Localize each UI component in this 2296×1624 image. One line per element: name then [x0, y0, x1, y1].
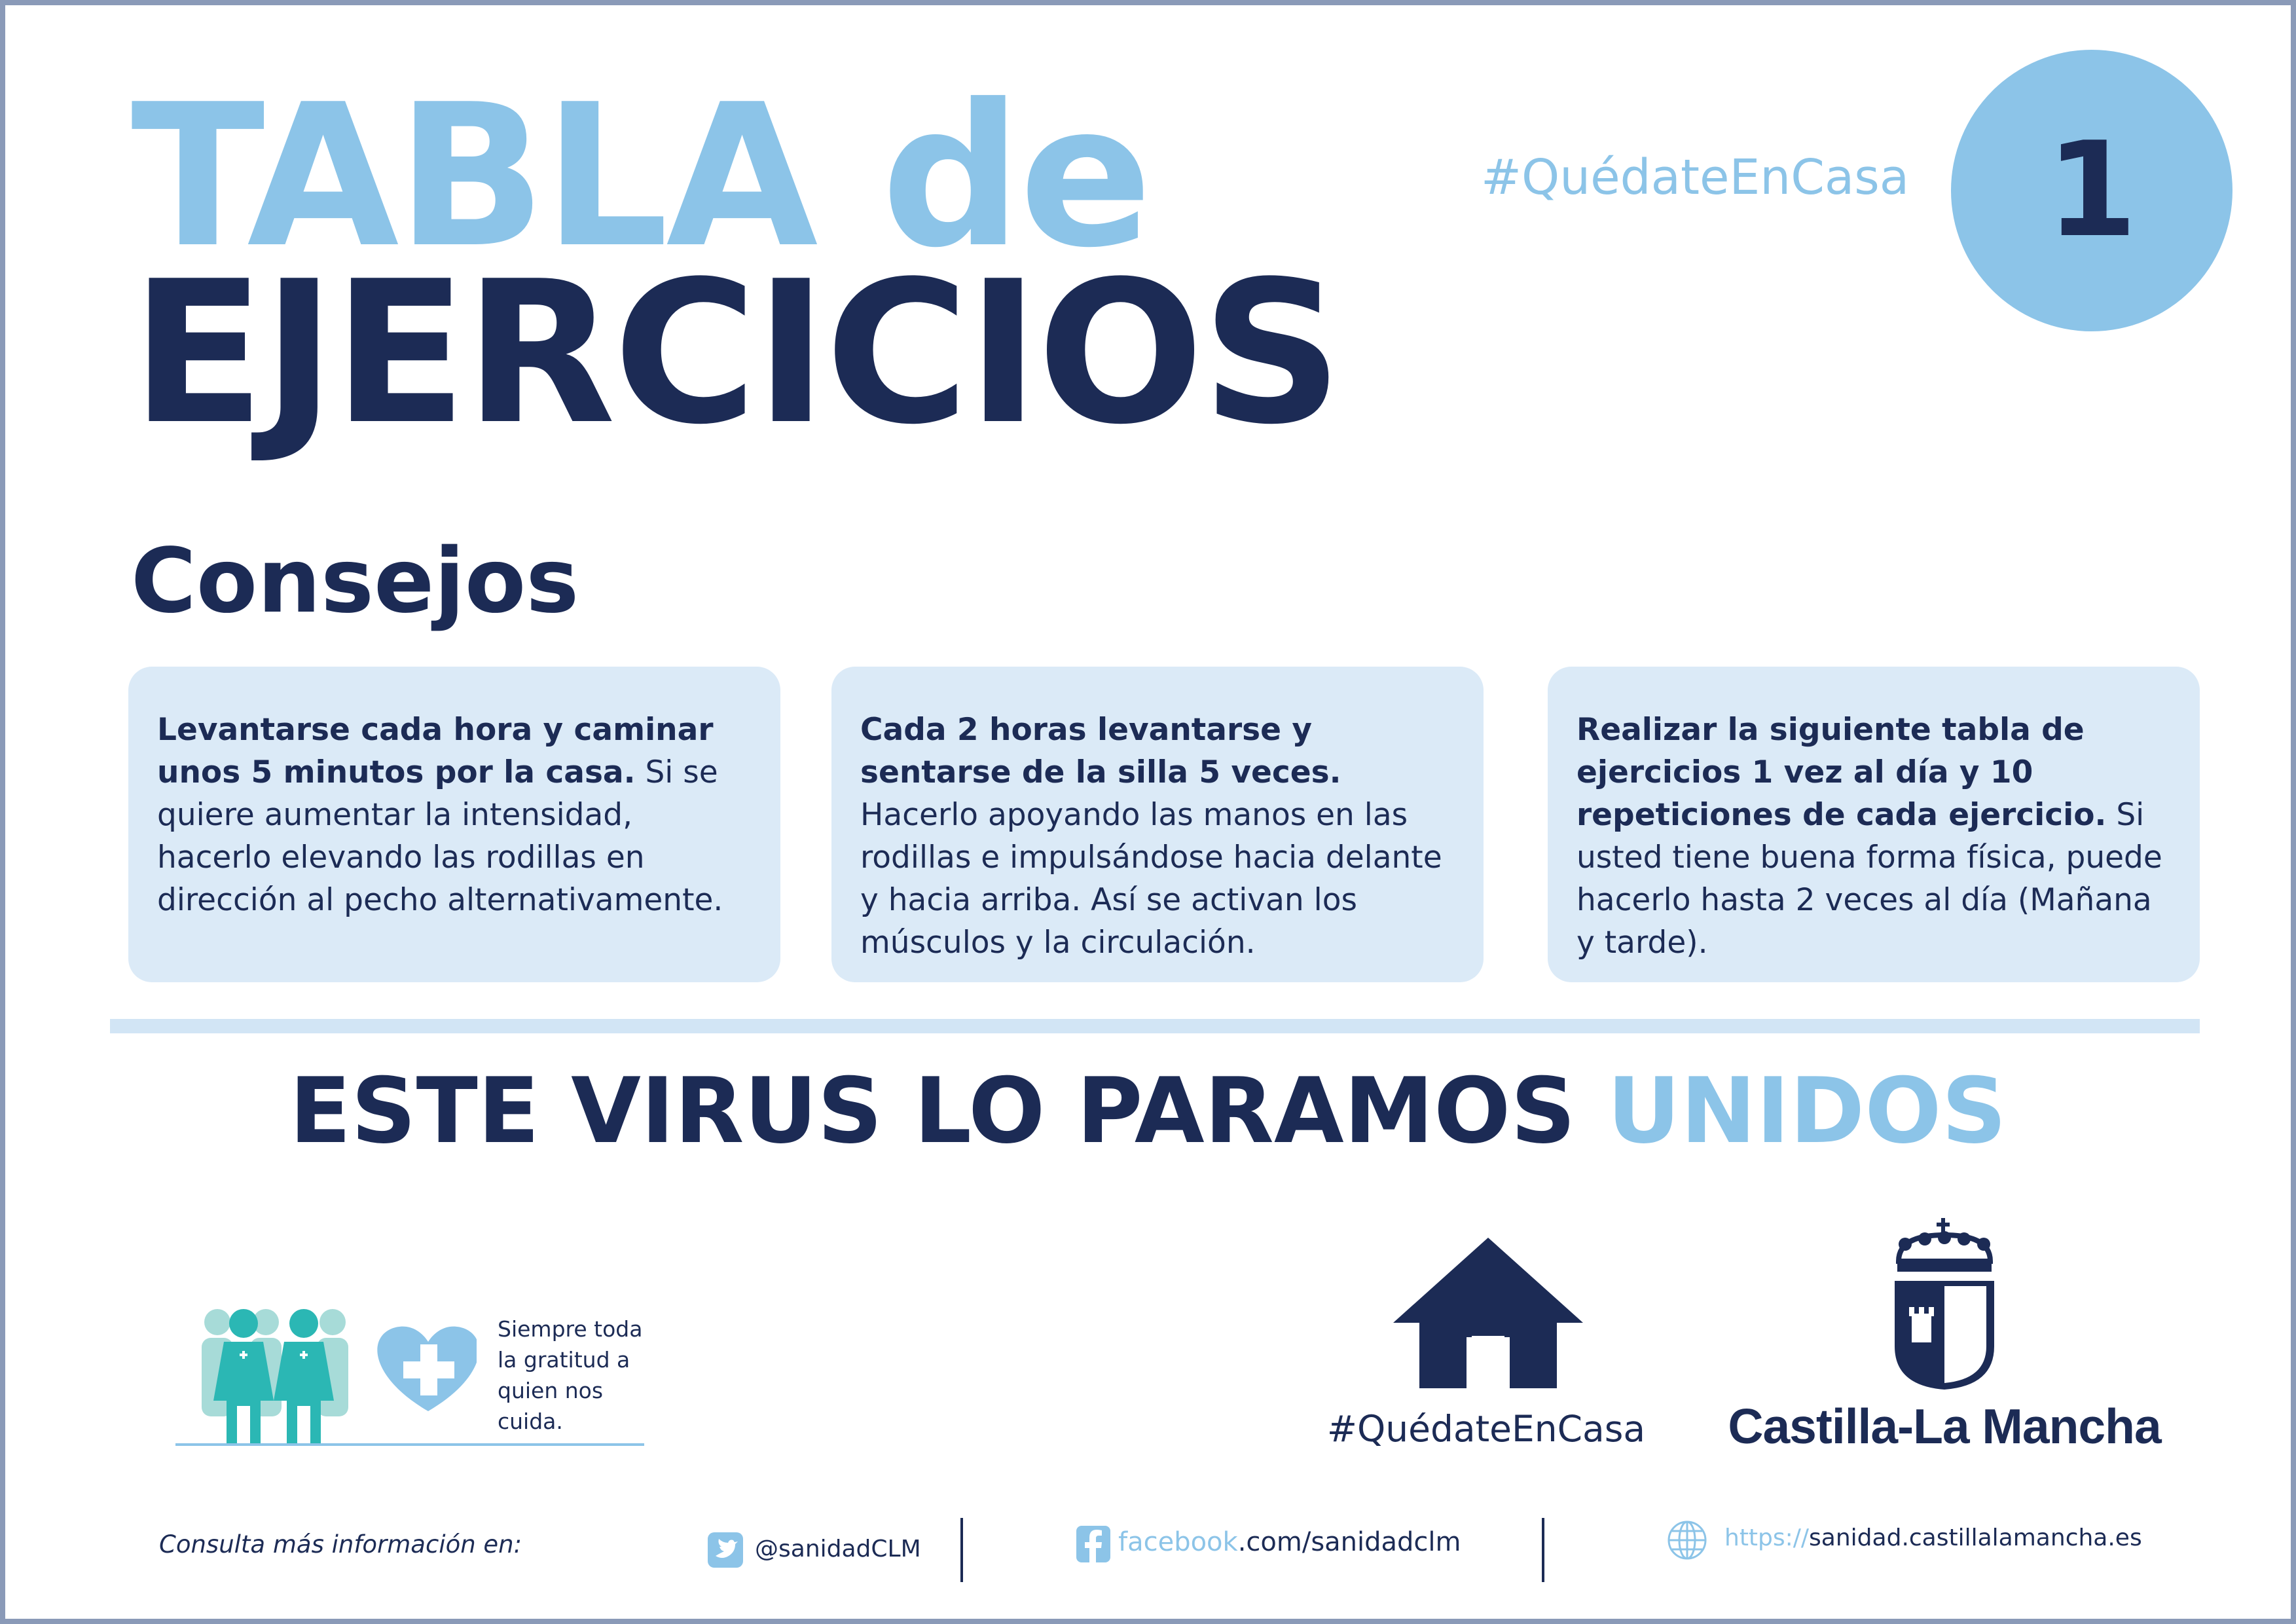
facebook-link[interactable] [1118, 1527, 1461, 1557]
tip-card-text [157, 709, 752, 921]
tip-card-1 [128, 667, 780, 982]
title-line-1: TABLA de [131, 62, 1150, 291]
tip-card-text [860, 709, 1455, 964]
footer-info-label: Consulta más información en: [159, 1530, 522, 1559]
slogan-main: ESTE VIRUS LO PARAMOS [289, 1058, 1607, 1164]
tips-heading: Consejos [131, 530, 579, 633]
slogan-accent: UNIDOS [1607, 1058, 2007, 1164]
table-number-badge [1951, 50, 2232, 331]
gratitude-message: Siempre toda la gratitud a quien nos cuida. [498, 1316, 643, 1434]
tip-card-text [1576, 709, 2171, 964]
tip-card-body-text: Si se quiere aumentar la intensidad, hacerlo elevando las rodillas en dirección al pecho alternativamente. [157, 754, 723, 918]
twitter-icon [708, 1532, 743, 1568]
hashtag-header: #QuédateEnCasa [1481, 149, 1910, 206]
tip-card-3 [1548, 667, 2200, 982]
slogan [0, 1056, 2296, 1167]
healthcare-workers-heart-icon [175, 1300, 477, 1450]
facebook-icon [1076, 1526, 1110, 1562]
tip-card-body-text: Si usted tiene buena forma física, puede hacerlo hasta 2 veces al día (Mañana y tarde). [1576, 797, 2162, 961]
facebook-link-suffix: .com/sanidadclm [1237, 1527, 1461, 1557]
twitter-handle[interactable]: @sanidadCLM [755, 1536, 921, 1562]
website-link[interactable] [1724, 1524, 2142, 1551]
tip-card-bold-text: Levantarse cada hora y caminar unos 5 minutos por la casa. [157, 712, 714, 790]
facebook-link-prefix: facebook [1118, 1527, 1238, 1557]
tip-card-bold-text: Realizar la siguiente tabla de ejercicios 1 vez al día y 10 repeticiones de cada ejercicio. [1576, 712, 2107, 833]
campaign-hashtag: #QuédateEnCasa [1326, 1408, 1646, 1450]
globe-icon [1666, 1519, 1708, 1561]
coat-of-arms-icon [1886, 1215, 2003, 1392]
tip-card-2 [831, 667, 1484, 982]
house-icon [1393, 1238, 1583, 1388]
title-line-2: EJERCICIOS [131, 239, 1341, 468]
gratitude-underline [175, 1443, 644, 1446]
website-link-suffix: sanidad.castillalamancha.es [1809, 1524, 2142, 1551]
footer-separator [960, 1518, 963, 1582]
footer-separator [1542, 1518, 1544, 1582]
tip-card-body-text: Hacerlo apoyando las manos en las rodillas e impulsándose hacia delante y hacia arriba. Así se activan los músculos y la circulación. [860, 797, 1442, 961]
section-divider [110, 1019, 2200, 1033]
tip-card-bold-text: Cada 2 horas levantarse y sentarse de la silla 5 veces. [860, 712, 1341, 790]
website-link-prefix: https:// [1724, 1524, 1810, 1551]
institution-name: Castilla-La Mancha [1728, 1399, 2161, 1454]
table-number: 1 [2046, 114, 2138, 267]
